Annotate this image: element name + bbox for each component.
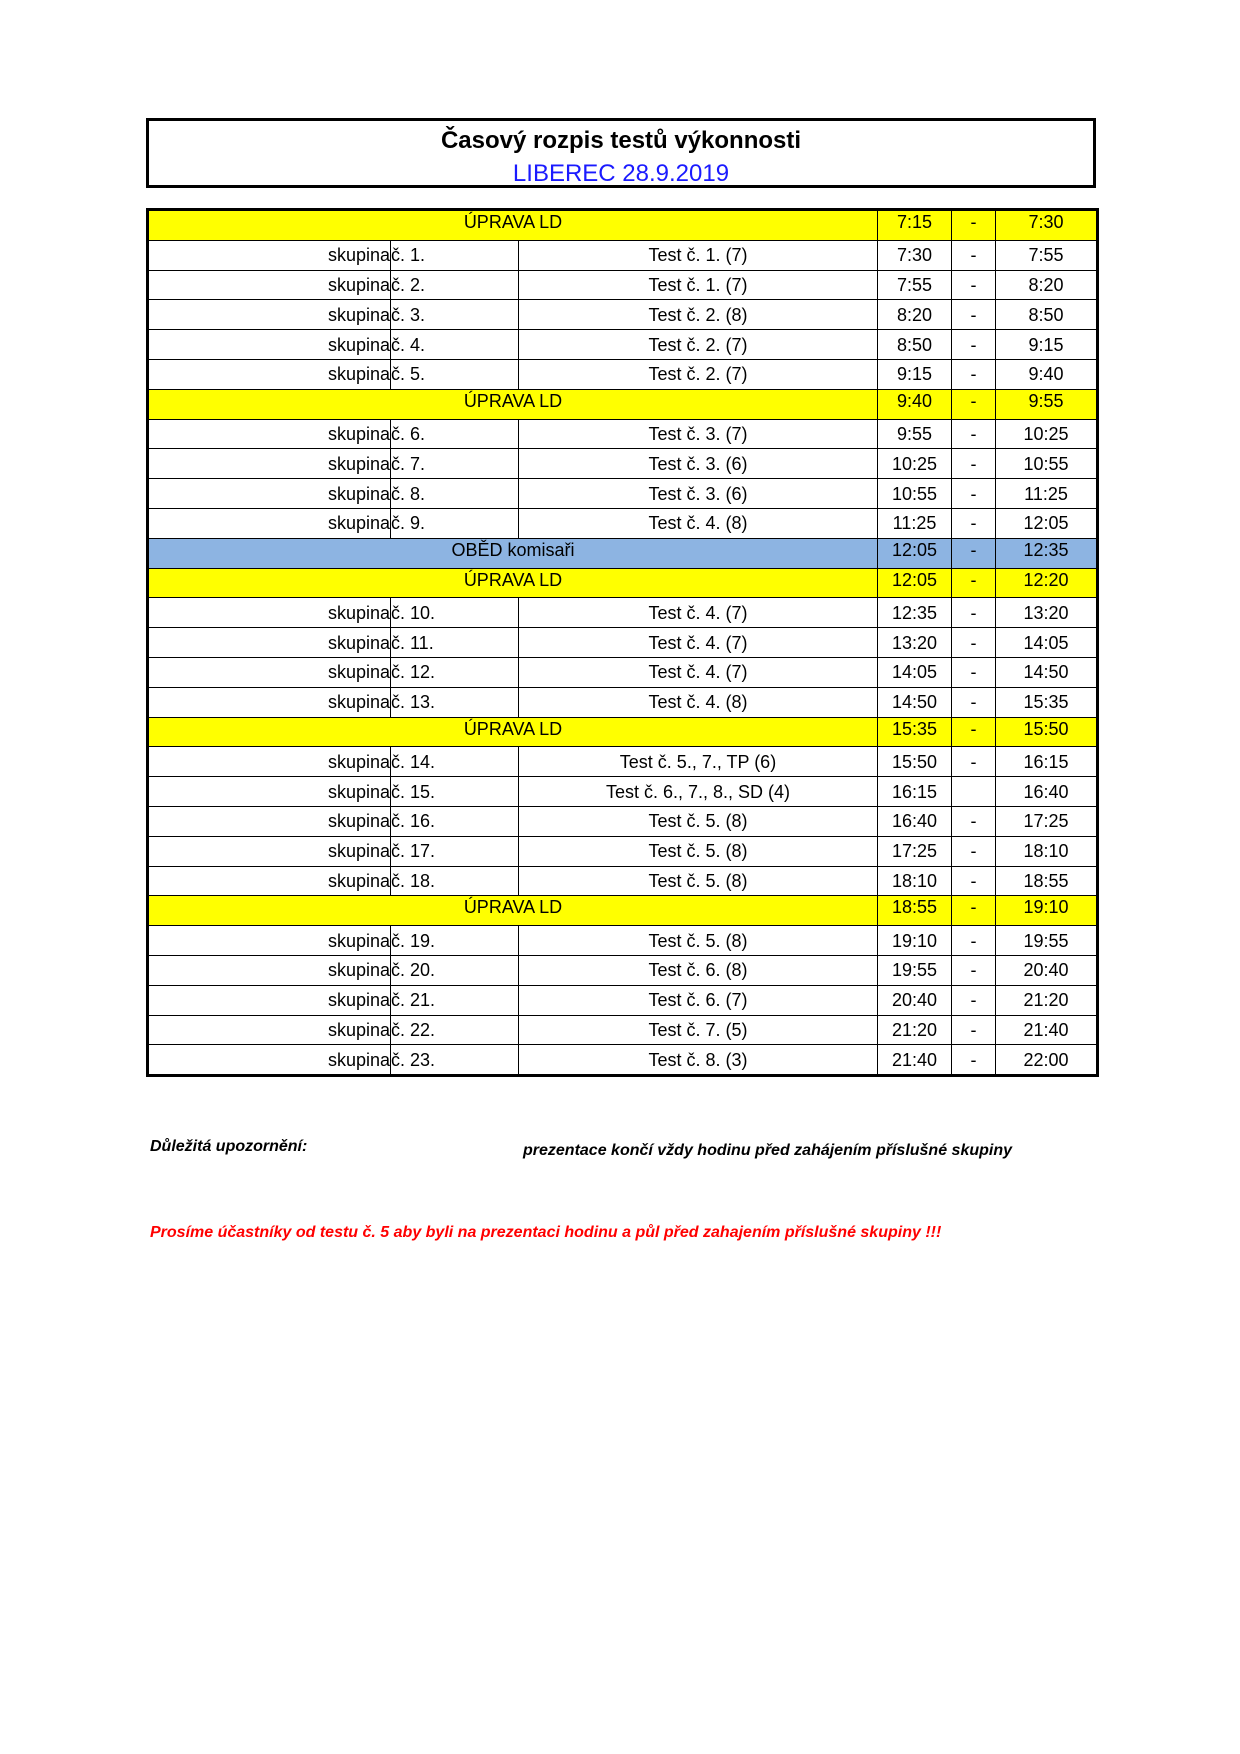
table-row bbox=[148, 330, 1098, 360]
break-row bbox=[148, 568, 1098, 598]
time-from-cell: 21:40 bbox=[878, 1045, 952, 1076]
test-name-cell: Test č. 5. (8) bbox=[519, 806, 878, 836]
time-from-cell: 9:15 bbox=[878, 359, 952, 389]
test-name-cell: Test č. 6., 7., 8., SD (4) bbox=[519, 777, 878, 807]
time-from-cell: 12:05 bbox=[878, 568, 952, 598]
time-to-cell: 12:35 bbox=[996, 538, 1098, 568]
group-number-cell: č. 5. bbox=[391, 359, 519, 389]
test-name-cell: Test č. 1. (7) bbox=[519, 240, 878, 270]
time-to-cell: 16:15 bbox=[996, 747, 1098, 777]
time-separator-cell: - bbox=[952, 240, 996, 270]
time-from-cell: 17:25 bbox=[878, 836, 952, 866]
group-label-cell: skupina bbox=[148, 598, 391, 628]
time-to-cell: 19:55 bbox=[996, 926, 1098, 956]
break-row bbox=[148, 389, 1098, 419]
group-number-cell: č. 15. bbox=[391, 777, 519, 807]
group-label-cell: skupina bbox=[148, 866, 391, 896]
time-separator-cell: - bbox=[952, 866, 996, 896]
group-number-cell: č. 9. bbox=[391, 508, 519, 538]
time-separator-cell: - bbox=[952, 210, 996, 241]
time-separator-cell: - bbox=[952, 955, 996, 985]
table-row bbox=[148, 1015, 1098, 1045]
table-row bbox=[148, 687, 1098, 717]
time-to-cell: 21:40 bbox=[996, 1015, 1098, 1045]
time-to-cell: 12:05 bbox=[996, 508, 1098, 538]
break-row bbox=[148, 896, 1098, 926]
table-row bbox=[148, 449, 1098, 479]
test-name-cell: Test č. 2. (8) bbox=[519, 300, 878, 330]
time-separator-cell: - bbox=[952, 300, 996, 330]
time-from-cell: 16:15 bbox=[878, 777, 952, 807]
table-row bbox=[148, 359, 1098, 389]
notes-warning: Prosíme účastníky od testu č. 5 aby byli na prezentaci hodinu a půl před zahajením příslušné skupiny !!! bbox=[150, 1224, 942, 1241]
group-label-cell: skupina bbox=[148, 240, 391, 270]
group-number-cell: č. 12. bbox=[391, 657, 519, 687]
group-number-cell: č. 6. bbox=[391, 419, 519, 449]
group-label-cell: skupina bbox=[148, 687, 391, 717]
time-from-cell: 11:25 bbox=[878, 508, 952, 538]
time-separator-cell: - bbox=[952, 717, 996, 747]
group-number-cell: č. 8. bbox=[391, 479, 519, 509]
group-number-cell: č. 17. bbox=[391, 836, 519, 866]
time-from-cell: 14:50 bbox=[878, 687, 952, 717]
time-separator-cell: - bbox=[952, 419, 996, 449]
group-number-cell: č. 14. bbox=[391, 747, 519, 777]
table-row bbox=[148, 240, 1098, 270]
time-separator-cell: - bbox=[952, 359, 996, 389]
group-number-cell: č. 13. bbox=[391, 687, 519, 717]
test-name-cell: Test č. 4. (7) bbox=[519, 598, 878, 628]
time-to-cell: 10:55 bbox=[996, 449, 1098, 479]
table-row bbox=[148, 747, 1098, 777]
time-from-cell: 10:25 bbox=[878, 449, 952, 479]
time-to-cell: 9:55 bbox=[996, 389, 1098, 419]
schedule-table-body bbox=[148, 210, 1098, 1076]
group-label-cell: skupina bbox=[148, 330, 391, 360]
notes-label: Důležitá upozornění: bbox=[150, 1138, 308, 1155]
table-row bbox=[148, 926, 1098, 956]
time-to-cell: 19:10 bbox=[996, 896, 1098, 926]
group-number-cell: č. 16. bbox=[391, 806, 519, 836]
group-number-cell: č. 21. bbox=[391, 985, 519, 1015]
time-from-cell: 18:55 bbox=[878, 896, 952, 926]
test-name-cell: Test č. 4. (8) bbox=[519, 508, 878, 538]
group-number-cell: č. 23. bbox=[391, 1045, 519, 1076]
group-number-cell: č. 4. bbox=[391, 330, 519, 360]
time-from-cell: 21:20 bbox=[878, 1015, 952, 1045]
time-separator-cell: - bbox=[952, 747, 996, 777]
group-label-cell: skupina bbox=[148, 419, 391, 449]
test-name-cell: Test č. 3. (6) bbox=[519, 479, 878, 509]
time-to-cell: 22:00 bbox=[996, 1045, 1098, 1076]
group-label-cell: skupina bbox=[148, 657, 391, 687]
time-to-cell: 13:20 bbox=[996, 598, 1098, 628]
test-name-cell: Test č. 2. (7) bbox=[519, 330, 878, 360]
group-label-cell: skupina bbox=[148, 985, 391, 1015]
test-name-cell: Test č. 2. (7) bbox=[519, 359, 878, 389]
time-separator-cell: - bbox=[952, 1045, 996, 1076]
table-row bbox=[148, 777, 1098, 807]
document-title: Časový rozpis testů výkonnosti bbox=[440, 127, 802, 154]
break-row bbox=[148, 210, 1098, 241]
break-label-cell: ÚPRAVA LD bbox=[148, 568, 878, 598]
table-row bbox=[148, 985, 1098, 1015]
test-name-cell: Test č. 4. (7) bbox=[519, 628, 878, 658]
time-separator-cell: - bbox=[952, 687, 996, 717]
table-row bbox=[148, 1045, 1098, 1076]
time-to-cell: 14:50 bbox=[996, 657, 1098, 687]
time-from-cell: 18:10 bbox=[878, 866, 952, 896]
test-name-cell: Test č. 4. (7) bbox=[519, 657, 878, 687]
time-separator-cell: - bbox=[952, 479, 996, 509]
time-to-cell: 15:35 bbox=[996, 687, 1098, 717]
group-label-cell: skupina bbox=[148, 777, 391, 807]
table-row bbox=[148, 419, 1098, 449]
time-from-cell: 7:55 bbox=[878, 270, 952, 300]
time-separator-cell: - bbox=[952, 628, 996, 658]
time-separator-cell: - bbox=[952, 330, 996, 360]
document-subtitle: LIBEREC 28.9.2019 bbox=[512, 160, 730, 187]
time-separator-cell: - bbox=[952, 985, 996, 1015]
break-label-cell: ÚPRAVA LD bbox=[148, 717, 878, 747]
group-label-cell: skupina bbox=[148, 806, 391, 836]
time-from-cell: 14:05 bbox=[878, 657, 952, 687]
time-to-cell: 11:25 bbox=[996, 479, 1098, 509]
group-label-cell: skupina bbox=[148, 836, 391, 866]
time-to-cell: 9:15 bbox=[996, 330, 1098, 360]
time-from-cell: 16:40 bbox=[878, 806, 952, 836]
time-separator-cell: - bbox=[952, 389, 996, 419]
time-from-cell: 15:50 bbox=[878, 747, 952, 777]
table-row bbox=[148, 270, 1098, 300]
time-separator-cell: - bbox=[952, 568, 996, 598]
table-row bbox=[148, 628, 1098, 658]
time-separator-cell bbox=[952, 777, 996, 807]
time-from-cell: 12:35 bbox=[878, 598, 952, 628]
group-label-cell: skupina bbox=[148, 628, 391, 658]
group-number-cell: č. 18. bbox=[391, 866, 519, 896]
time-to-cell: 7:30 bbox=[996, 210, 1098, 241]
group-number-cell: č. 2. bbox=[391, 270, 519, 300]
group-label-cell: skupina bbox=[148, 300, 391, 330]
test-name-cell: Test č. 5. (8) bbox=[519, 866, 878, 896]
break-label-cell: ÚPRAVA LD bbox=[148, 896, 878, 926]
time-to-cell: 7:55 bbox=[996, 240, 1098, 270]
time-from-cell: 15:35 bbox=[878, 717, 952, 747]
time-to-cell: 18:10 bbox=[996, 836, 1098, 866]
time-from-cell: 13:20 bbox=[878, 628, 952, 658]
time-from-cell: 7:30 bbox=[878, 240, 952, 270]
time-separator-cell: - bbox=[952, 896, 996, 926]
time-from-cell: 19:55 bbox=[878, 955, 952, 985]
time-separator-cell: - bbox=[952, 926, 996, 956]
time-to-cell: 14:05 bbox=[996, 628, 1098, 658]
time-from-cell: 9:55 bbox=[878, 419, 952, 449]
group-label-cell: skupina bbox=[148, 926, 391, 956]
group-label-cell: skupina bbox=[148, 479, 391, 509]
document-title-box bbox=[146, 118, 1096, 188]
test-name-cell: Test č. 6. (8) bbox=[519, 955, 878, 985]
time-separator-cell: - bbox=[952, 449, 996, 479]
test-name-cell: Test č. 3. (7) bbox=[519, 419, 878, 449]
time-from-cell: 19:10 bbox=[878, 926, 952, 956]
time-separator-cell: - bbox=[952, 806, 996, 836]
time-from-cell: 8:20 bbox=[878, 300, 952, 330]
time-separator-cell: - bbox=[952, 1015, 996, 1045]
group-label-cell: skupina bbox=[148, 955, 391, 985]
time-separator-cell: - bbox=[952, 836, 996, 866]
table-row bbox=[148, 836, 1098, 866]
time-separator-cell: - bbox=[952, 508, 996, 538]
schedule-table bbox=[146, 208, 1099, 1077]
group-label-cell: skupina bbox=[148, 270, 391, 300]
time-separator-cell: - bbox=[952, 270, 996, 300]
group-number-cell: č. 1. bbox=[391, 240, 519, 270]
time-from-cell: 12:05 bbox=[878, 538, 952, 568]
table-row bbox=[148, 955, 1098, 985]
time-separator-cell: - bbox=[952, 657, 996, 687]
time-from-cell: 10:55 bbox=[878, 479, 952, 509]
time-to-cell: 8:50 bbox=[996, 300, 1098, 330]
table-row bbox=[148, 657, 1098, 687]
group-number-cell: č. 20. bbox=[391, 955, 519, 985]
time-to-cell: 15:50 bbox=[996, 717, 1098, 747]
table-row bbox=[148, 300, 1098, 330]
time-to-cell: 8:20 bbox=[996, 270, 1098, 300]
time-to-cell: 18:55 bbox=[996, 866, 1098, 896]
time-to-cell: 17:25 bbox=[996, 806, 1098, 836]
group-number-cell: č. 3. bbox=[391, 300, 519, 330]
table-row bbox=[148, 866, 1098, 896]
break-label-cell: ÚPRAVA LD bbox=[148, 210, 878, 241]
test-name-cell: Test č. 4. (8) bbox=[519, 687, 878, 717]
time-separator-cell: - bbox=[952, 598, 996, 628]
test-name-cell: Test č. 5. (8) bbox=[519, 836, 878, 866]
lunch-break-row bbox=[148, 538, 1098, 568]
group-number-cell: č. 7. bbox=[391, 449, 519, 479]
group-number-cell: č. 10. bbox=[391, 598, 519, 628]
test-name-cell: Test č. 5. (8) bbox=[519, 926, 878, 956]
break-label-cell: OBĚD komisaři bbox=[148, 538, 878, 568]
time-from-cell: 8:50 bbox=[878, 330, 952, 360]
time-to-cell: 10:25 bbox=[996, 419, 1098, 449]
test-name-cell: Test č. 1. (7) bbox=[519, 270, 878, 300]
time-to-cell: 20:40 bbox=[996, 955, 1098, 985]
group-label-cell: skupina bbox=[148, 508, 391, 538]
time-from-cell: 7:15 bbox=[878, 210, 952, 241]
table-row bbox=[148, 806, 1098, 836]
group-number-cell: č. 22. bbox=[391, 1015, 519, 1045]
group-label-cell: skupina bbox=[148, 1015, 391, 1045]
test-name-cell: Test č. 7. (5) bbox=[519, 1015, 878, 1045]
test-name-cell: Test č. 6. (7) bbox=[519, 985, 878, 1015]
break-label-cell: ÚPRAVA LD bbox=[148, 389, 878, 419]
group-label-cell: skupina bbox=[148, 1045, 391, 1076]
time-to-cell: 9:40 bbox=[996, 359, 1098, 389]
time-to-cell: 16:40 bbox=[996, 777, 1098, 807]
group-label-cell: skupina bbox=[148, 359, 391, 389]
time-to-cell: 21:20 bbox=[996, 985, 1098, 1015]
time-to-cell: 12:20 bbox=[996, 568, 1098, 598]
group-number-cell: č. 11. bbox=[391, 628, 519, 658]
time-from-cell: 9:40 bbox=[878, 389, 952, 419]
table-row bbox=[148, 508, 1098, 538]
time-from-cell: 20:40 bbox=[878, 985, 952, 1015]
group-label-cell: skupina bbox=[148, 747, 391, 777]
table-row bbox=[148, 479, 1098, 509]
test-name-cell: Test č. 5., 7., TP (6) bbox=[519, 747, 878, 777]
break-row bbox=[148, 717, 1098, 747]
notes-text: prezentace končí vždy hodinu před zahájením příslušné skupiny bbox=[523, 1142, 1013, 1159]
group-label-cell: skupina bbox=[148, 449, 391, 479]
table-row bbox=[148, 598, 1098, 628]
test-name-cell: Test č. 3. (6) bbox=[519, 449, 878, 479]
group-number-cell: č. 19. bbox=[391, 926, 519, 956]
test-name-cell: Test č. 8. (3) bbox=[519, 1045, 878, 1076]
time-separator-cell: - bbox=[952, 538, 996, 568]
